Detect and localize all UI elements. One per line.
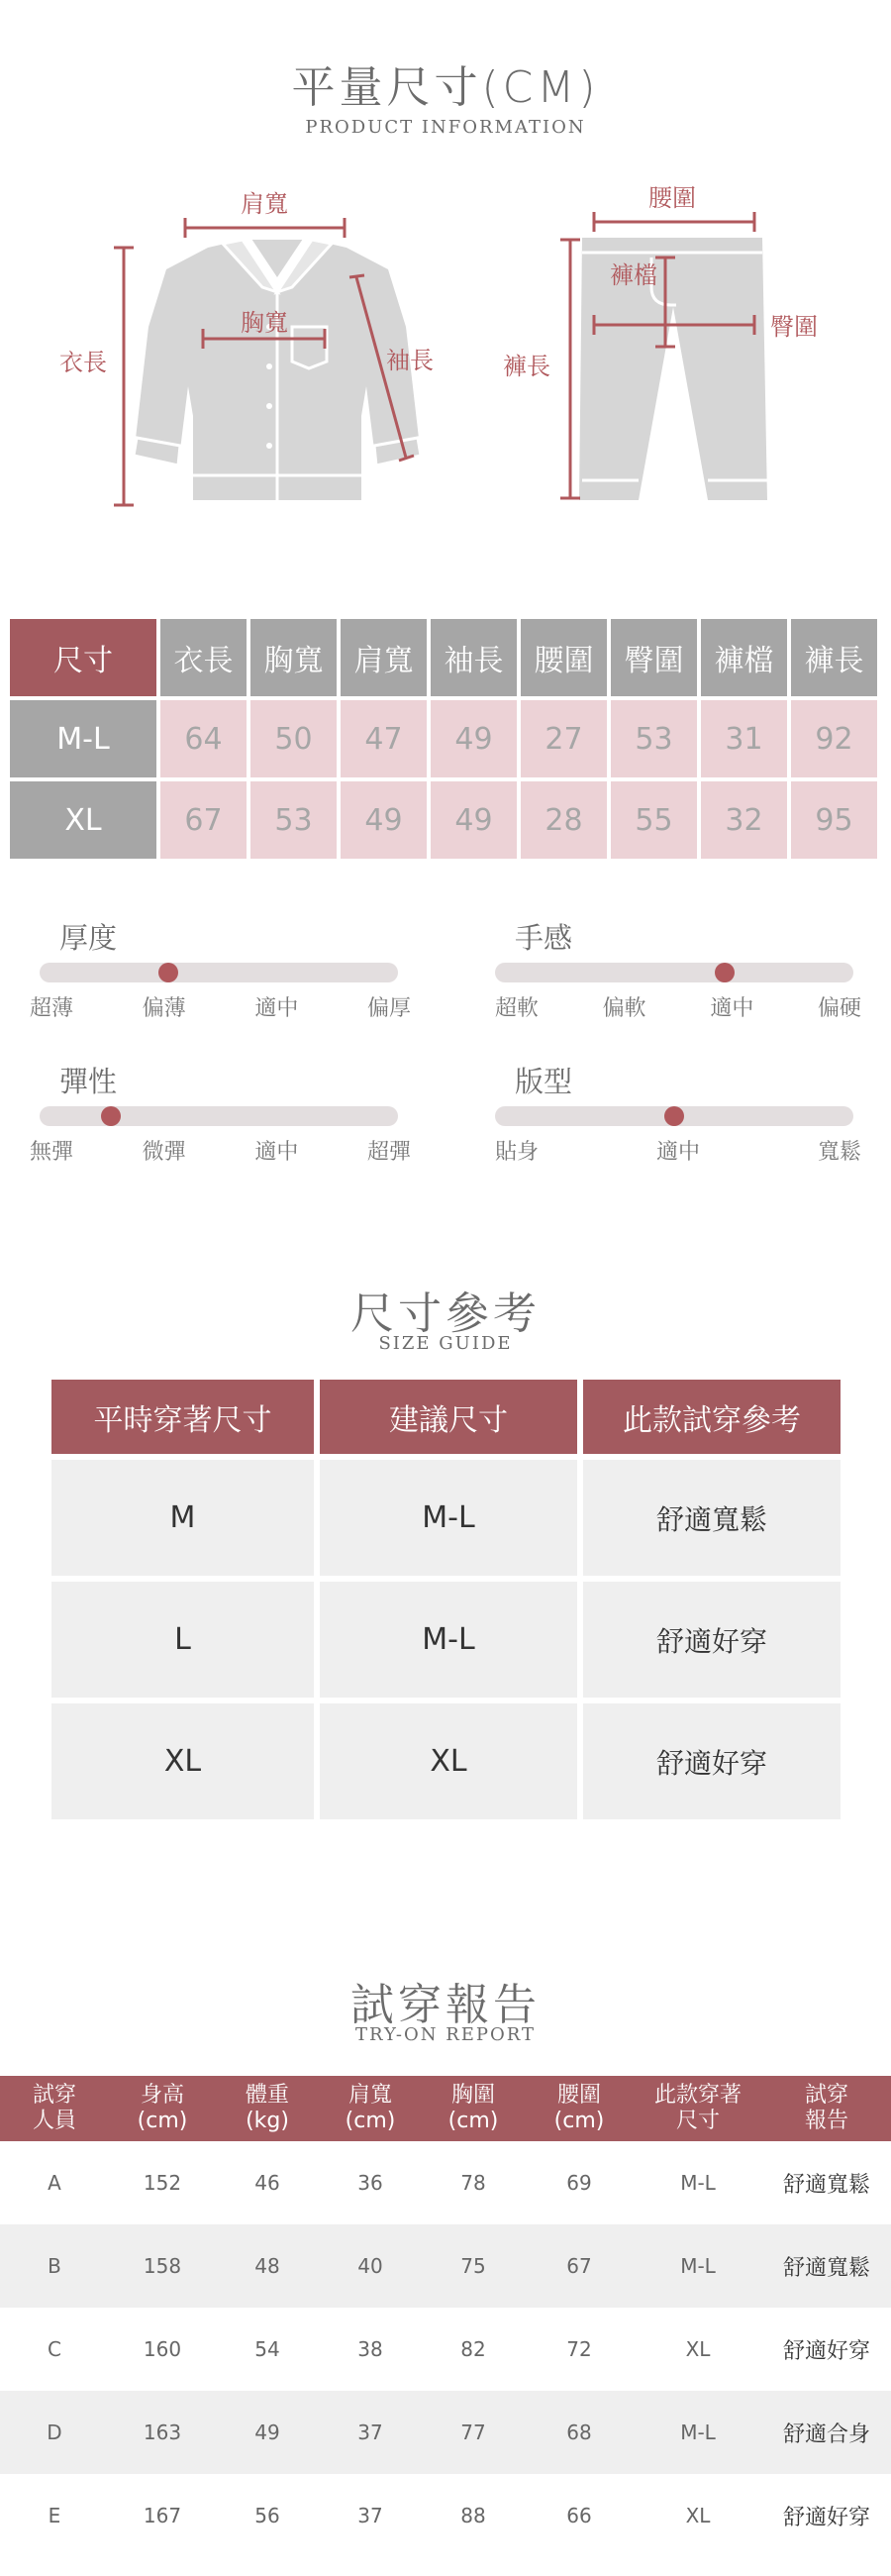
report-cell: 72 (566, 2337, 592, 2361)
size-cell: 49 (431, 700, 517, 777)
size-table-header (10, 619, 881, 696)
size-cell: M-L (10, 700, 156, 777)
report-cell: 67 (566, 2254, 592, 2278)
tick-label: 寬鬆 (817, 1140, 861, 1165)
report-cell: 77 (460, 2421, 486, 2444)
size-guide-table (51, 1380, 841, 1825)
report-header-cell: 身高 (cm) (137, 2083, 188, 2133)
report-header-cell: 腰圍 (cm) (553, 2083, 605, 2133)
size-cell: XL (10, 781, 156, 859)
report-header-cell: 此款穿著 尺寸 (653, 2083, 742, 2133)
report-cell: 舒適合身 (782, 2421, 870, 2447)
size-cell: 50 (250, 700, 337, 777)
chest-label: 胸寬 (241, 309, 288, 337)
measure-subtitle: PRODUCT INFORMATION (305, 117, 586, 138)
hand-feel-ticks (495, 991, 861, 1022)
size-cell: 28 (521, 781, 607, 859)
tick-label: 超薄 (30, 996, 74, 1021)
report-cell: 舒適好穿 (782, 2505, 870, 2530)
report-cell: C (48, 2337, 61, 2361)
shoulder-label: 肩寬 (241, 190, 288, 218)
elasticity-indicator (101, 1106, 121, 1126)
report-row (0, 2224, 891, 2308)
size-cell: 32 (701, 781, 787, 859)
report-cell: 88 (460, 2504, 486, 2527)
size-header-cell: 尺寸 (10, 619, 156, 696)
report-row (0, 2141, 891, 2224)
report-cell: M-L (680, 2421, 716, 2444)
report-cell: B (48, 2254, 61, 2278)
report-row (0, 2308, 891, 2391)
report-header-cell: 胸圍 (cm) (447, 2083, 499, 2133)
elasticity-title: 彈性 (59, 1065, 118, 1098)
tick-label: 適中 (710, 996, 754, 1021)
pants-diagram (495, 178, 871, 515)
report-cell: 82 (460, 2337, 486, 2361)
size-header-cell: 袖長 (431, 619, 517, 696)
tick-label: 無彈 (30, 1140, 74, 1165)
guide-subtitle: SIZE GUIDE (378, 1333, 513, 1354)
elasticity-scale (30, 1060, 411, 1169)
report-cell: XL (685, 2337, 711, 2361)
report-cell: XL (685, 2504, 711, 2527)
fit-title: 版型 (515, 1065, 573, 1098)
report-cell: 56 (254, 2504, 280, 2527)
guide-cell: XL (51, 1703, 314, 1819)
report-cell: 40 (357, 2254, 383, 2278)
guide-header-cell: 建議尺寸 (320, 1380, 577, 1454)
report-cell: 37 (357, 2504, 383, 2527)
report-cell: 37 (357, 2421, 383, 2444)
report-cell: E (48, 2504, 61, 2527)
report-cell: 48 (254, 2254, 280, 2278)
tick-label: 超彈 (366, 1140, 411, 1165)
guide-header (51, 1380, 841, 1454)
size-header-cell: 胸寬 (250, 619, 337, 696)
report-cell: M-L (680, 2171, 716, 2195)
size-cell: 55 (611, 781, 697, 859)
size-cell: 95 (791, 781, 877, 859)
guide-cell: XL (320, 1703, 577, 1819)
fit-track (495, 1106, 853, 1126)
hand-feel-title: 手感 (515, 921, 573, 955)
size-header-cell: 肩寬 (341, 619, 427, 696)
tick-label: 偏軟 (602, 996, 646, 1021)
report-row (0, 2391, 891, 2474)
report-header-cell: 試穿 報告 (804, 2083, 848, 2133)
report-cell: 66 (566, 2504, 592, 2527)
report-cell: 69 (566, 2171, 592, 2195)
size-header-cell: 褲檔 (701, 619, 787, 696)
guide-cell: M-L (320, 1460, 577, 1576)
report-cell: 152 (143, 2171, 182, 2195)
size-header-cell: 臀圍 (611, 619, 697, 696)
thickness-scale (30, 916, 411, 1025)
size-cell: 53 (250, 781, 337, 859)
try-on-report-table (0, 2076, 891, 2557)
tick-label: 偏厚 (366, 996, 411, 1021)
hand-feel-indicator (715, 963, 735, 982)
report-header-cell: 肩寬 (cm) (345, 2083, 396, 2133)
size-cell: 27 (521, 700, 607, 777)
sleeve-label: 袖長 (386, 347, 434, 374)
report-cell: 167 (143, 2504, 182, 2527)
report-subtitle: TRY-ON REPORT (354, 2024, 537, 2045)
report-cell: M-L (680, 2254, 716, 2278)
report-cell: 68 (566, 2421, 592, 2444)
guide-cell: 舒適好穿 (583, 1582, 841, 1698)
size-header-cell: 褲長 (791, 619, 877, 696)
size-table-row (10, 700, 881, 777)
guide-cell: M (51, 1460, 314, 1576)
thickness-ticks (30, 991, 411, 1022)
fit-scale (495, 1060, 871, 1169)
rise-label: 褲檔 (610, 261, 657, 289)
report-header (0, 2076, 891, 2141)
pants-illustration (495, 178, 871, 515)
size-cell: 64 (160, 700, 247, 777)
guide-row (51, 1703, 841, 1819)
length-label: 衣長 (59, 349, 107, 376)
size-cell: 49 (431, 781, 517, 859)
guide-row (51, 1582, 841, 1698)
report-cell: 46 (254, 2171, 280, 2195)
tick-label: 適中 (254, 1140, 299, 1165)
report-title: 試穿報告 (350, 1980, 541, 2030)
report-cell: 78 (460, 2171, 486, 2195)
report-header-cell: 體重 (kg) (245, 2083, 289, 2133)
report-cell: 158 (143, 2254, 182, 2278)
elasticity-ticks (30, 1135, 411, 1166)
size-table (10, 619, 881, 863)
waist-label: 腰圍 (648, 184, 696, 212)
thickness-indicator (158, 963, 178, 982)
report-cell: 舒適寬鬆 (782, 2172, 870, 2198)
report-cell: A (48, 2171, 61, 2195)
tick-label: 貼身 (495, 1140, 540, 1165)
report-row (0, 2474, 891, 2557)
report-cell: 舒適寬鬆 (782, 2255, 870, 2281)
tick-label: 超軟 (495, 996, 540, 1021)
size-cell: 92 (791, 700, 877, 777)
guide-cell: M-L (320, 1582, 577, 1698)
size-header-cell: 衣長 (160, 619, 247, 696)
tick-label: 偏硬 (817, 996, 861, 1021)
report-cell: 36 (357, 2171, 383, 2195)
hand-feel-scale (495, 916, 871, 1025)
size-cell: 31 (701, 700, 787, 777)
guide-row (51, 1460, 841, 1576)
hand-feel-track (495, 963, 853, 982)
guide-cell: 舒適好穿 (583, 1703, 841, 1819)
report-cell: 163 (143, 2421, 182, 2444)
report-cell: 160 (143, 2337, 182, 2361)
report-cell: 38 (357, 2337, 383, 2361)
report-header-cell: 試穿 人員 (32, 2083, 76, 2133)
report-cell: 49 (254, 2421, 280, 2444)
measure-title: 平量尺寸(CM) (291, 62, 600, 113)
report-cell: D (47, 2421, 62, 2444)
size-header-cell: 腰圍 (521, 619, 607, 696)
size-cell: 47 (341, 700, 427, 777)
pants-length-label: 褲長 (503, 353, 550, 380)
guide-title: 尺寸參考 (350, 1288, 541, 1339)
report-cell: 舒適好穿 (782, 2338, 870, 2364)
guide-cell: 舒適寬鬆 (583, 1460, 841, 1576)
tick-label: 適中 (655, 1140, 700, 1165)
size-table-row (10, 781, 881, 859)
fit-ticks (495, 1135, 861, 1166)
thickness-track (40, 963, 398, 982)
hip-label: 臀圍 (770, 313, 818, 341)
tick-label: 適中 (254, 996, 299, 1021)
tick-label: 偏薄 (142, 996, 186, 1021)
report-cell: 75 (460, 2254, 486, 2278)
report-cell: 54 (254, 2337, 280, 2361)
elasticity-track (40, 1106, 398, 1126)
thickness-title: 厚度 (59, 921, 118, 955)
shirt-diagram (50, 178, 446, 515)
guide-header-cell: 此款試穿參考 (583, 1380, 841, 1454)
size-cell: 53 (611, 700, 697, 777)
size-cell: 49 (341, 781, 427, 859)
fit-indicator (664, 1106, 684, 1126)
size-cell: 67 (160, 781, 247, 859)
tick-label: 微彈 (142, 1140, 186, 1165)
guide-cell: L (51, 1582, 314, 1698)
guide-header-cell: 平時穿著尺寸 (51, 1380, 314, 1454)
